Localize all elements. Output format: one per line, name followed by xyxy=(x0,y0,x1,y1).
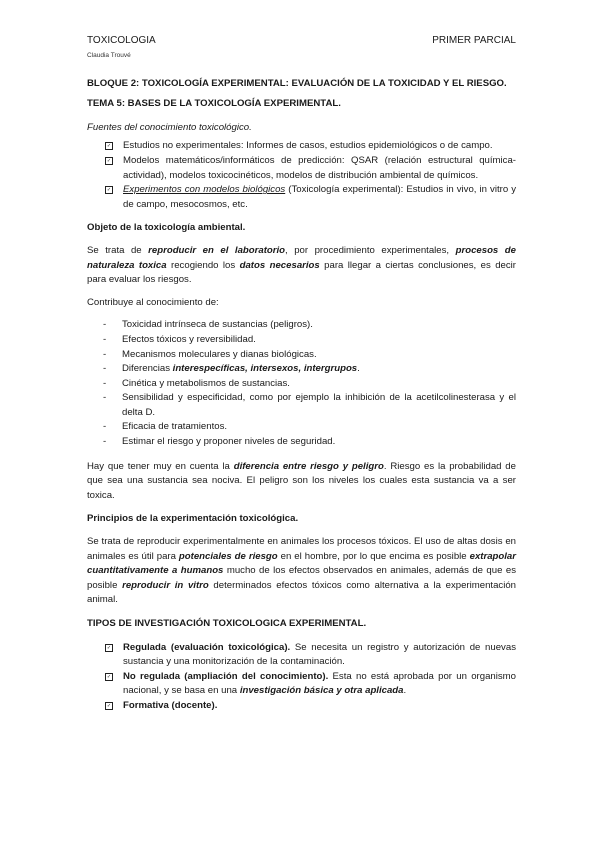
principios-paragraph: Se trata de reproducir experimentalmente en animales los procesos tóxicos. El uso de altas dosis en animales es útil para potenciales de riesgo en el hombre, por lo que encima es posible extrapolar cuantitativamente a humanos mucho de los efectos observados en animales, además de que es posible reproducir in vitro determinados efectos tóxicos como alternativa a la experimentación animal. xyxy=(87,536,517,606)
header-author: Claudia Trouvé xyxy=(87,51,131,59)
tema-heading: TEMA 5: BASES DE LA TOXICOLOGÍA EXPERIMENTAL. xyxy=(87,98,341,110)
list-item: - Estimar el riesgo y proponer niveles de seguridad. xyxy=(103,436,336,448)
header-title: TOXICOLOGIA xyxy=(87,35,156,46)
list-item: ✓ No regulada (ampliación del conocimiento). Esta no está aprobada por un organismo nacional, y se basa en una investigación básica y otra aplicada. xyxy=(106,670,516,697)
page-header xyxy=(87,34,516,60)
list-item: - Sensibilidad y especificidad, como por ejemplo la inhibición de la acetilcolinesterasa y el delta D. xyxy=(103,392,516,418)
list-item: - Efectos tóxicos y reversibilidad. xyxy=(103,333,256,345)
list-item: ✓ Regulada (evaluación toxicológica). Se necesita un registro y autorización de nuevas sustancia y una monitorización de la contaminación. xyxy=(106,641,516,668)
list-item: ✓ Modelos matemáticos/informáticos de predicción: QSAR (relación estructural química-actividad), modelos toxicocinéticos, modelos de distribución ambiental de químicos. xyxy=(106,154,516,181)
checkbox-bullet-icon: ✓ xyxy=(106,143,112,150)
checkbox-bullet-icon: ✓ xyxy=(106,644,112,651)
list-item: - Toxicidad intrínseca de sustancias (peligros). xyxy=(103,319,313,331)
list-item: - Mecanismos moleculares y dianas biológicas. xyxy=(103,348,317,360)
contribuye-text: Contribuye al conocimiento de: xyxy=(87,296,219,308)
tipos-title: TIPOS DE INVESTIGACIÓN TOXICOLOGICA EXPERIMENTAL. xyxy=(87,618,367,629)
checkbox-bullet-icon: ✓ xyxy=(106,673,112,680)
header-exam: PRIMER PARCIAL xyxy=(432,35,516,46)
fuentes-list xyxy=(87,139,516,212)
contribuye-list xyxy=(87,318,516,449)
list-item: - Eficacia de tratamientos. xyxy=(103,421,228,433)
list-item: ✓ Estudios no experimentales: Informes de casos, estudios epidemiológicos o de campo. xyxy=(106,140,493,152)
checkbox-bullet-icon: ✓ xyxy=(106,187,112,194)
list-item: - Diferencias interespecíficas, intersexos, intergrupos. xyxy=(103,363,360,375)
fuentes-title: Fuentes del conocimiento toxicológico. xyxy=(87,121,252,133)
document-page xyxy=(87,34,516,714)
list-item: ✓ Experimentos con modelos biológicos (Toxicología experimental): Estudios in vivo, in vitro y de campo, mesocosmos, etc. xyxy=(106,184,516,210)
objeto-paragraph: Se trata de reproducir en el laboratorio, por procedimiento experimentales, procesos de naturaleza toxica recogiendo los datos necesarios para llegar a ciertas conclusiones, es decir para evaluar los riesgos. xyxy=(87,244,516,286)
checkbox-bullet-icon: ✓ xyxy=(106,702,112,709)
bloque-heading: BLOQUE 2: TOXICOLOGÍA EXPERIMENTAL: EVALUACIÓN DE LA TOXICIDAD Y EL RIESGO. xyxy=(87,77,507,89)
list-item: ✓ Formativa (docente). xyxy=(106,699,218,711)
principios-title: Principios de la experimentación toxicológica. xyxy=(87,513,299,525)
riesgo-paragraph: Hay que tener muy en cuenta la diferencia entre riesgo y peligro. Riesgo es la probabilidad de que sea una sustancia sea nociva. El peligro son los niveles los cuales esta sustancia va a ser toxica. xyxy=(87,460,516,501)
list-item: - Cinética y metabolismos de sustancias. xyxy=(103,377,290,389)
tipos-list xyxy=(87,641,516,714)
objeto-title: Objeto de la toxicología ambiental. xyxy=(87,222,246,234)
checkbox-bullet-icon: ✓ xyxy=(106,157,112,164)
